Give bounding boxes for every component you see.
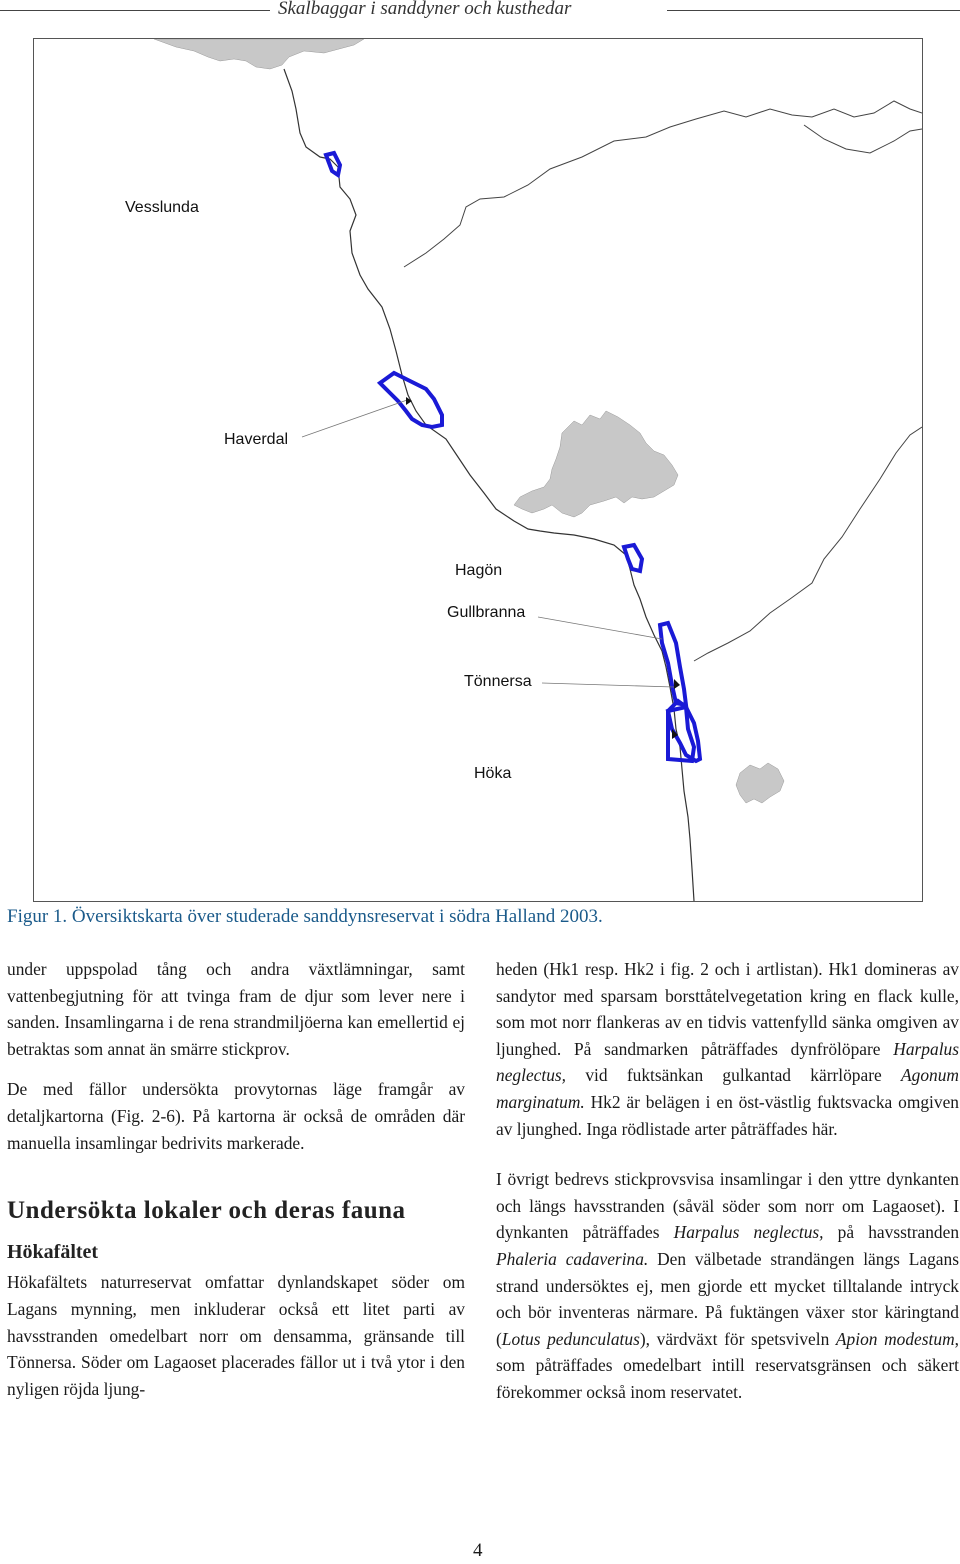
- label-tonnersa: Tönnersa: [464, 673, 532, 690]
- paragraph: [496, 956, 959, 1142]
- species-name: Agonum marginatum.: [496, 1065, 959, 1112]
- subsection-heading: Hökafältet: [7, 1240, 99, 1263]
- text-run: ), värdväxt för spetsviveln: [639, 1328, 836, 1349]
- reserve-vesslunda: [326, 153, 340, 175]
- reserve-gullbranna: [660, 623, 686, 705]
- header-rule-right: [667, 10, 960, 11]
- text-run: på havsstranden: [823, 1222, 960, 1243]
- right-column: [496, 956, 959, 1406]
- text-run: heden (Hk1 resp. Hk2 i fig. 2 och i artlistan). Hk1 domineras av sandytor med sparsam borsttåtelvegetation kring en flack kulle, som mot norr flankeras av en tidvis vattenfylld sänka omgiven av ljunghed. På sandmarken påträffades dynfrölöpare: [496, 959, 959, 1059]
- label-haverdal: Haverdal: [224, 431, 289, 448]
- paragraph: under uppspolad tång och andra växtlämningar, samt vattenbegjutning för att tvinga fram de djur som lever nere i sanden. Insamlingarna i de rena strandmiljöerna kan emellertid ej betraktas som annat än smärre stickprov.: [7, 959, 465, 1059]
- species-name: Phaleria cadaverina.: [496, 1248, 649, 1269]
- label-gullbranna: Gullbranna: [447, 604, 526, 621]
- land-north: [154, 39, 364, 69]
- paragraph: Hökafältets naturreservat omfattar dynlandskapet söder om Lagans mynning, men inkluderar också ett litet parti av havsstranden omedelbart norr om densamma, gränsande till Tönnersa. Söder om Lagaoset placerades fällor ut i två ytor i den nyligen röjda ljung-: [7, 1272, 465, 1399]
- figure-caption: Figur 1. Översiktskarta över studerade sanddynsreservat i södra Halland 2003.: [7, 906, 603, 927]
- left-column: [7, 956, 465, 1402]
- label-hoka: Höka: [474, 765, 512, 782]
- paragraph: De med fällor undersökta provytornas läge framgår av detaljkartorna (Fig. 2-6). På kartorna är också de områden där manuella insamlingar bedrivits markerade.: [7, 1079, 465, 1153]
- marker-tonnersa: [674, 679, 680, 689]
- boundary-north: [404, 101, 922, 267]
- label-hagon: Hagön: [455, 562, 503, 579]
- header-rule-left: [0, 10, 270, 11]
- section-heading: Undersökta lokaler och deras fauna: [7, 1197, 406, 1225]
- species-name: Harpalus neglectus,: [496, 1038, 959, 1086]
- species-name: Harpalus neglectus,: [673, 1222, 824, 1243]
- text-run: vid fuktsänkan gulkantad kärrlöpare: [566, 1065, 902, 1086]
- leader-gullbranna: [538, 617, 662, 639]
- text-run: I övrigt bedrevs stickprovsvisa insamlingar i den yttre dynkanten och längs havsstranden (såväl söder som norr om Lagaoset). I dynkanten påträffades: [496, 1169, 959, 1243]
- land-southeast: [736, 763, 784, 803]
- leader-tonnersa: [542, 683, 674, 687]
- reserve-hagon: [624, 545, 642, 571]
- page-number: 4: [473, 1540, 483, 1561]
- boundary-northeast: [804, 125, 922, 153]
- land-central: [514, 411, 678, 517]
- text-run: Hk2 är belägen i en öst-västlig fuktsvacka omgiven av ljunghed. Inga rödlistade arter påträffades här.: [496, 1091, 959, 1139]
- overview-map: [33, 38, 923, 902]
- paragraph: [496, 1166, 959, 1405]
- text-run: Den välbetade strandängen längs Lagans strand undersöktes ej, men gjorde ett mycket tilltalande intryck och bör inventeras närmare. På fuktängen växer stor käringtand (: [496, 1248, 959, 1349]
- running-header: [0, 0, 960, 24]
- boundary-east: [694, 427, 922, 661]
- header-title: Skalbaggar i sanddyner och kusthedar: [278, 0, 572, 19]
- text-run: , som påträffades omedelbart intill reservatsgränsen och säkert förekommer också inom reservatet.: [496, 1328, 959, 1402]
- leader-haverdal: [302, 399, 410, 437]
- label-vesslunda: Vesslunda: [125, 199, 199, 216]
- species-name: Lotus pedunculatus: [501, 1328, 640, 1349]
- species-name: Apion modestum: [835, 1328, 955, 1349]
